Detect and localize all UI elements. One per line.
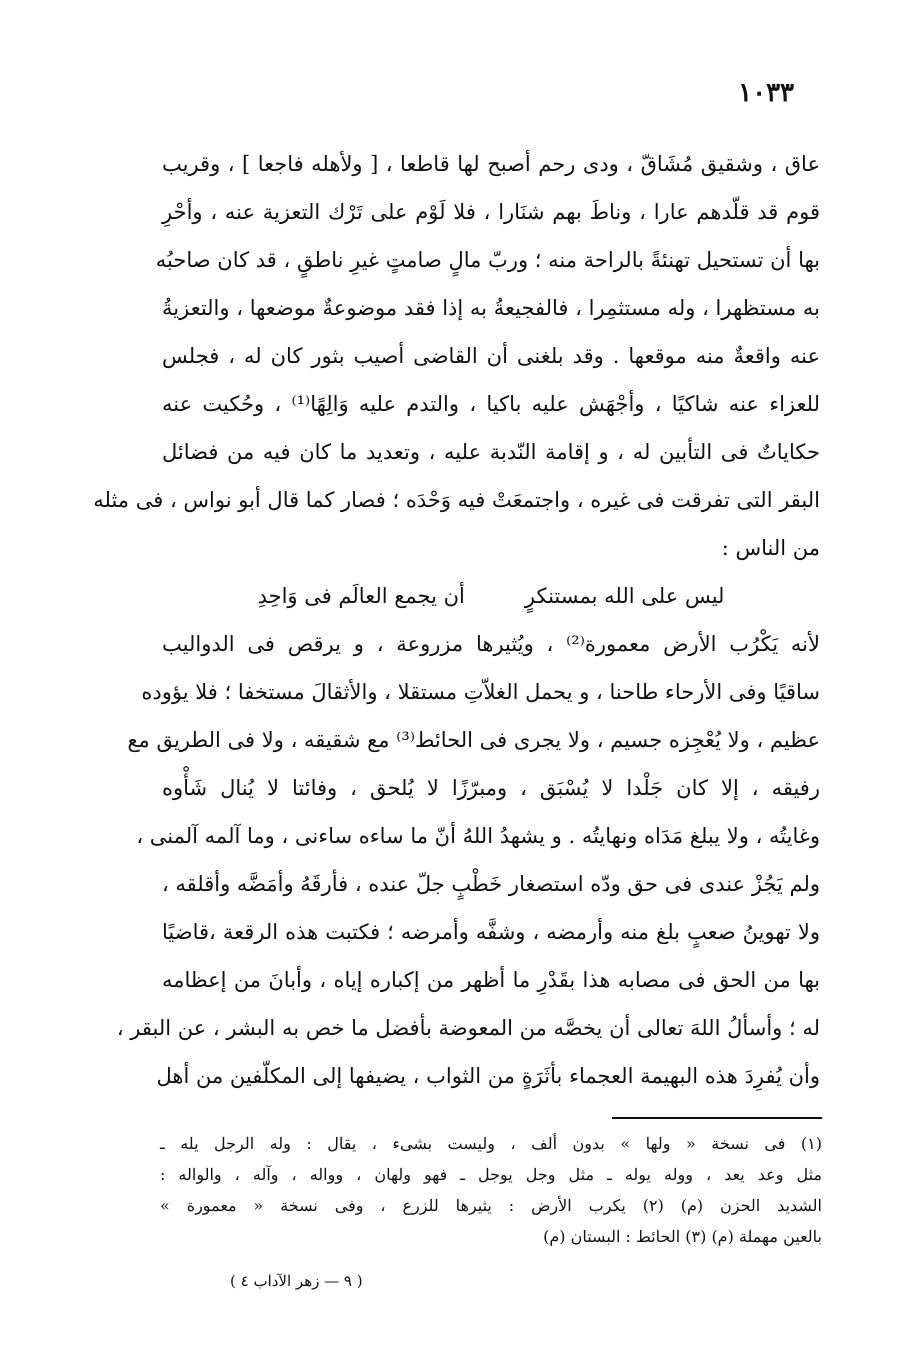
text-line: ولا تهوينُ صعبٍ بلغ منه وأرمضه ، وشفَّه وأمرضه ؛ فكتبت هذه الرقعة ،قاضيًا [162,920,820,944]
text-line: بها أن تستحيل تهنئةً بالراحة منه ؛ وربّ مالٍ صامتٍ غيرِ ناطقٍ ، قد كان صاحبُه [155,248,820,272]
verse-first-hemistich: ليس على الله بمستنكرٍ [524,584,725,608]
text-line: وأن يُفرِدَ هذه البهيمة العجماء بأثَرَةٍ من الثواب ، يضيفها إلى المكلّفين من أهل [156,1064,820,1088]
footnote-line: مثل وعد يعد ، ووله يوله ـ مثل وجل يوجل ـ فهو ولهان ، وواله ، وآله ، والواله : [160,1165,822,1184]
text-line: عنه واقعةٌ منه موقعها . وقد بلغنى أن القاضى أصيب بثور كان له ، فجلس [162,344,820,368]
text-line: رفيقه ، إلا كان جَلْدا لا يُسْبَق ، ومبرّزًا لا يُلحق ، وفائتا لا يُنال شَأْوه [162,776,820,800]
footnotes [160,1128,822,1252]
poem-verse [162,572,820,620]
text-line: قوم قد قلّدهم عارا ، وناطَ بهم شنَارا ، فلا لَوْم على تَرْك التعزية عنه ، وأحْرِ [162,200,820,224]
verse-second-hemistich: أن يجمع العالَم فى وَاحِدِ [257,584,465,608]
text-line: للعزاء عنه شاكيًا ، وأجْهَش عليه باكيا ، والتدم عليه وَالِهًا⁽¹⁾ ، وحُكيت عنه [162,392,820,416]
text-line: لأنه يَكْرُب الأرض معمورة⁽²⁾ ، ويُثيرها مزروعة ، و يرقص فى الدواليب [162,632,820,656]
text-line: به مستظهرا ، وله مستثمِرا ، فالفجيعةُ به إذا فقد موضوعةٌ موضعها ، والتعزيةُ [162,296,820,320]
text-line: وغايتُه ، ولا يبلغ مَدَاه ونهايتُه . و يشهدُ اللهُ أنّ ما ساءه ساءنى ، وما آلمه آلمنى ، [136,824,820,848]
main-text [93,140,820,1100]
page-number: ١٠٣٣ [738,78,794,108]
footnote-line: بالعين مهملة (م) (٣) الحائط : البستان (م) [543,1227,822,1246]
footnote-line: الشديد الحزن (م) (٢) يكرب الأرض : يثيرها للزرع ، وفى نسخة « معمورة » [160,1196,823,1215]
footnote-separator [612,1117,822,1119]
text-line: ولم يَجُزْ عندى فى حق ودّه استصغار خَطْبٍ جلّ عنده ، فأرقَهُ وأمَضَّه وأقلقه ، [161,872,820,896]
text-line: بها من الحق فى مصابه هذا بقَدْرِ ما أظهر من إكباره إياه ، وأبانَ من إعظامه [162,968,820,992]
text-line: ساقيًا وفى الأرحاء طاحنا ، و يحمل الغلاّتِ مستقلا ، والأثقالَ مستخفا ؛ فلا يؤوده [141,680,820,704]
text-line: له ؛ وأسألُ اللهَ تعالى أن يخصَّه من المعوضة بأفضل ما خص به البشر ، عن البقر ، [116,1016,820,1040]
printer-signature: ( ٩ — زهر الآداب ٤ ) [230,1272,363,1290]
text-line: عاق ، وشقيق مُشَاقّ ، ودى رحم أصبح لها قاطعا ، [ ولأهله فاجعا ] ، وقريب [162,152,820,176]
text-line: البقر التى تفرقت فى غيره ، واجتمعَتْ فيه وَحْدَه ؛ فصار كما قال أبو نواس ، فى مثله [93,488,820,512]
text-line: عظيم ، ولا يُعْجِزه جسيم ، ولا يجرى فى الحائط⁽³⁾ مع شقيقه ، ولا فى الطريق مع [127,728,820,752]
footnote-line: (١) فى نسخة « ولها » بدون ألف ، وليست بشىء ، يقال : وله الرجل يله ـ [160,1134,822,1153]
text-line: حكاياتٌ فى التأبين له ، و إقامة النّدبة عليه ، وتعديد ما كان فيه من فضائل [162,440,820,464]
text-line: من الناس : [721,536,820,560]
